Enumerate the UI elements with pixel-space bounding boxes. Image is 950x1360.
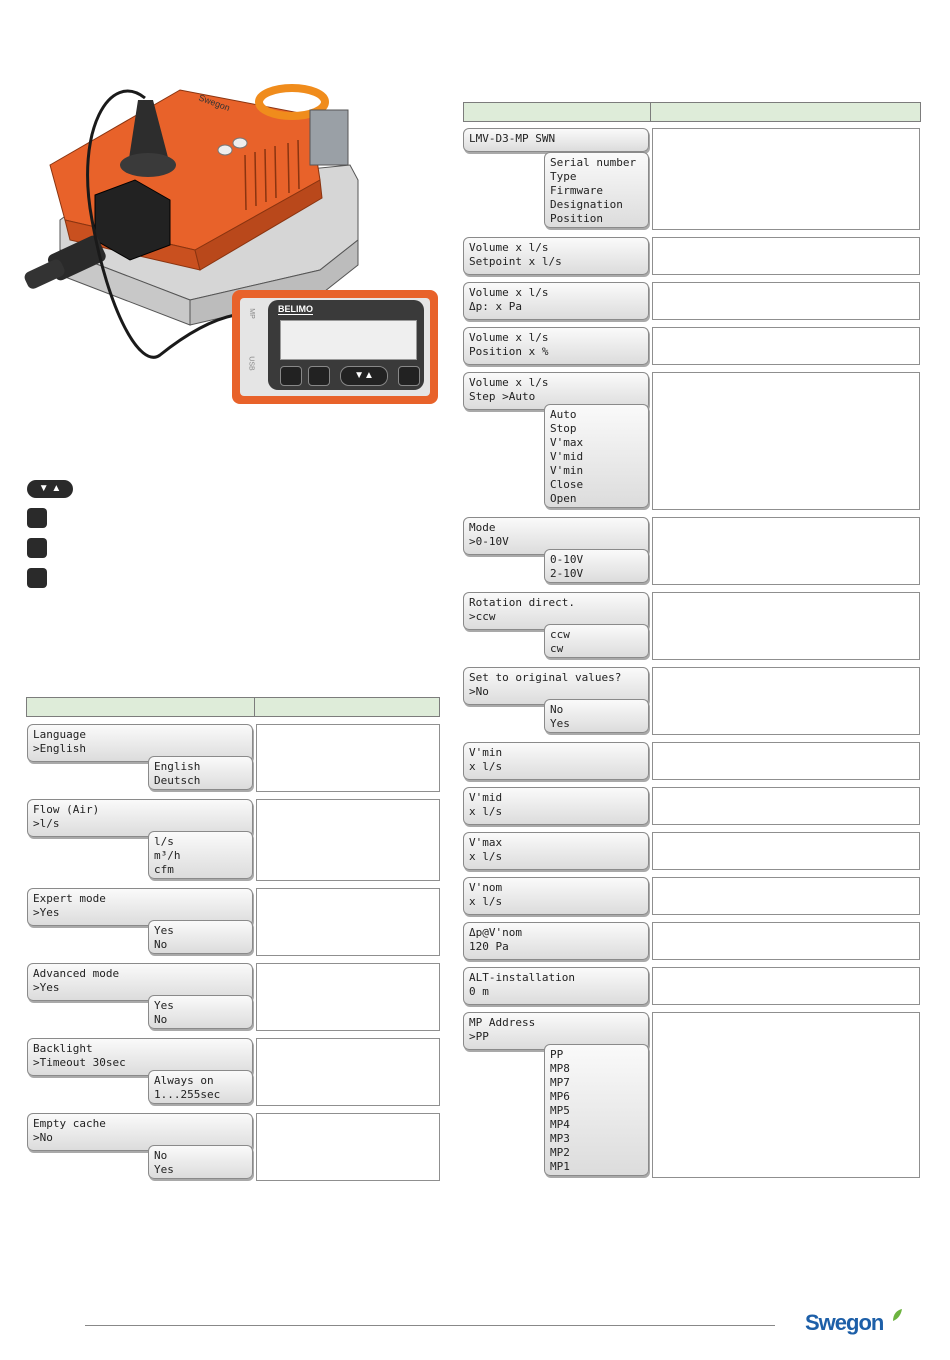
menu-title: MP Address <box>469 1016 536 1029</box>
menu-value: x l/s <box>469 805 503 818</box>
swegon-logo-text: Swegon <box>805 1310 884 1335</box>
submenu-option: Stop <box>550 422 577 435</box>
submenu-option: ccw <box>550 628 570 641</box>
port-usb-label: USB <box>247 356 255 371</box>
submenu-option: Close <box>550 478 584 491</box>
menu-title: Volume x l/s <box>469 286 549 299</box>
menu-value: >English <box>33 742 86 755</box>
submenu-options <box>544 549 649 583</box>
description-cell <box>256 1113 440 1181</box>
menu-value: >Yes <box>33 981 60 994</box>
submenu-option: PP <box>550 1048 564 1061</box>
menu-screen <box>463 832 649 870</box>
menu-value: >0-10V <box>469 535 509 548</box>
submenu-options <box>148 995 253 1029</box>
description-cell <box>256 1038 440 1106</box>
device-key-3 <box>398 366 420 386</box>
submenu-option: Type <box>550 170 577 183</box>
menu-screen <box>463 327 649 365</box>
menu-screen <box>463 742 649 780</box>
menu-screen <box>463 967 649 1005</box>
submenu-option: l/s <box>154 835 174 848</box>
submenu-options <box>544 624 649 658</box>
menu-value: >No <box>469 685 489 698</box>
submenu-option: 2-10V <box>550 567 584 580</box>
submenu-option: MP1 <box>550 1160 570 1173</box>
menu-screen <box>463 922 649 960</box>
description-cell <box>652 1012 920 1178</box>
description-cell <box>652 372 920 510</box>
submenu-option: MP2 <box>550 1146 570 1159</box>
menu-value: >Yes <box>33 906 60 919</box>
submenu-option: V'mid <box>550 450 584 463</box>
menu-value: >PP <box>469 1030 489 1043</box>
menu-title: V'min <box>469 746 503 759</box>
submenu-options <box>148 920 253 954</box>
submenu-options <box>148 1145 253 1179</box>
menu-screen <box>463 877 649 915</box>
menu-title: Flow (Air) <box>33 803 100 816</box>
submenu-option: Yes <box>550 717 570 730</box>
submenu-option: MP6 <box>550 1090 570 1103</box>
menu-title: Expert mode <box>33 892 106 905</box>
leaf-icon <box>891 1308 903 1322</box>
menu-title: Set to original values? <box>469 671 622 684</box>
submenu-option: English <box>154 760 201 773</box>
menu-value: 120 Pa <box>469 940 509 953</box>
menu-title: V'nom <box>469 881 503 894</box>
submenu-option: Yes <box>154 924 174 937</box>
svg-text:Swegon: Swegon <box>197 92 232 114</box>
menu-value: >l/s <box>33 817 60 830</box>
menu-title: V'max <box>469 836 503 849</box>
menu-title: V'mid <box>469 791 503 804</box>
description-cell <box>652 667 920 735</box>
menu-value: Δp: x Pa <box>469 300 522 313</box>
menu-value: 0 m <box>469 985 489 998</box>
submenu-option: MP4 <box>550 1118 570 1131</box>
menu-value: >No <box>33 1131 53 1144</box>
device-arrow-keys: ▼▲ <box>340 366 388 386</box>
menu-title: Δp@V'nom <box>469 926 522 939</box>
submenu-options <box>148 831 253 879</box>
menu-title: Advanced mode <box>33 967 120 980</box>
submenu-option: Yes <box>154 1163 174 1176</box>
submenu-option: MP3 <box>550 1132 570 1145</box>
menu-value: >ccw <box>469 610 496 623</box>
submenu-option: m³/h <box>154 849 181 862</box>
description-cell <box>652 742 920 780</box>
submenu-option: No <box>154 938 168 951</box>
device-key-1 <box>280 366 302 386</box>
submenu-option: Always on <box>154 1074 214 1087</box>
description-cell <box>652 592 920 660</box>
submenu-option: cfm <box>154 863 174 876</box>
submenu-option: Position <box>550 212 603 225</box>
submenu-option: MP8 <box>550 1062 570 1075</box>
key-b-icon <box>27 538 47 558</box>
menu-title: Rotation direct. <box>469 596 575 609</box>
swegon-logo <box>805 1310 883 1336</box>
submenu-option: Serial number <box>550 156 637 169</box>
right-table-header <box>463 102 921 122</box>
description-cell <box>652 237 920 275</box>
submenu-option: Auto <box>550 408 577 421</box>
key-c-icon <box>27 568 47 588</box>
submenu-option: Designation <box>550 198 623 211</box>
menu-title: Empty cache <box>33 1117 106 1130</box>
submenu-option: 0-10V <box>550 553 584 566</box>
menu-title: ALT-installation <box>469 971 575 984</box>
brand-logo: BELIMO <box>278 304 313 314</box>
submenu-option: Firmware <box>550 184 603 197</box>
menu-title: LMV-D3-MP SWN <box>469 132 556 145</box>
description-cell <box>652 282 920 320</box>
description-cell <box>652 128 920 230</box>
description-cell <box>652 787 920 825</box>
submenu-option: No <box>154 1149 168 1162</box>
submenu-options <box>544 152 649 228</box>
handheld-display-device <box>232 290 438 404</box>
description-cell <box>652 327 920 365</box>
menu-screen <box>463 237 649 275</box>
left-table-header <box>26 697 440 717</box>
submenu-option: MP5 <box>550 1104 570 1117</box>
menu-title: Volume x l/s <box>469 376 549 389</box>
key-a-icon <box>27 508 47 528</box>
submenu-option: No <box>154 1013 168 1026</box>
menu-title: Volume x l/s <box>469 331 549 344</box>
menu-value: >Timeout 30sec <box>33 1056 126 1069</box>
submenu-option: MP7 <box>550 1076 570 1089</box>
menu-title: Volume x l/s <box>469 241 549 254</box>
menu-value: Setpoint x l/s <box>469 255 562 268</box>
description-cell <box>256 888 440 956</box>
menu-title: Backlight <box>33 1042 93 1055</box>
menu-title: Language <box>33 728 86 741</box>
description-cell <box>652 922 920 960</box>
submenu-option: No <box>550 703 564 716</box>
description-cell <box>256 799 440 881</box>
footer-rule <box>85 1325 775 1326</box>
description-cell <box>652 517 920 585</box>
menu-screen <box>463 282 649 320</box>
description-cell <box>256 963 440 1031</box>
submenu-options <box>544 404 649 508</box>
submenu-options <box>148 756 253 790</box>
submenu-options <box>544 1044 649 1176</box>
submenu-option: Yes <box>154 999 174 1012</box>
arrow-keys-icon: ▼ ▲ <box>27 480 73 498</box>
menu-screen <box>463 128 649 152</box>
menu-value: x l/s <box>469 760 503 773</box>
description-cell <box>652 967 920 1005</box>
submenu-option: 1...255sec <box>154 1088 221 1101</box>
submenu-option: cw <box>550 642 564 655</box>
menu-value: Position x % <box>469 345 549 358</box>
device-key-2 <box>308 366 330 386</box>
submenu-option: Deutsch <box>154 774 201 787</box>
submenu-options <box>148 1070 253 1104</box>
description-cell <box>652 877 920 915</box>
menu-value: x l/s <box>469 895 503 908</box>
display-screen <box>280 320 417 360</box>
description-cell <box>256 724 440 792</box>
menu-value: x l/s <box>469 850 503 863</box>
submenu-option: V'max <box>550 436 584 449</box>
description-cell <box>652 832 920 870</box>
submenu-option: Open <box>550 492 577 505</box>
menu-title: Mode <box>469 521 496 534</box>
menu-value: Step >Auto <box>469 390 536 403</box>
submenu-option: V'min <box>550 464 584 477</box>
submenu-options <box>544 699 649 733</box>
port-mp-label: MP <box>247 308 255 319</box>
menu-screen <box>463 787 649 825</box>
